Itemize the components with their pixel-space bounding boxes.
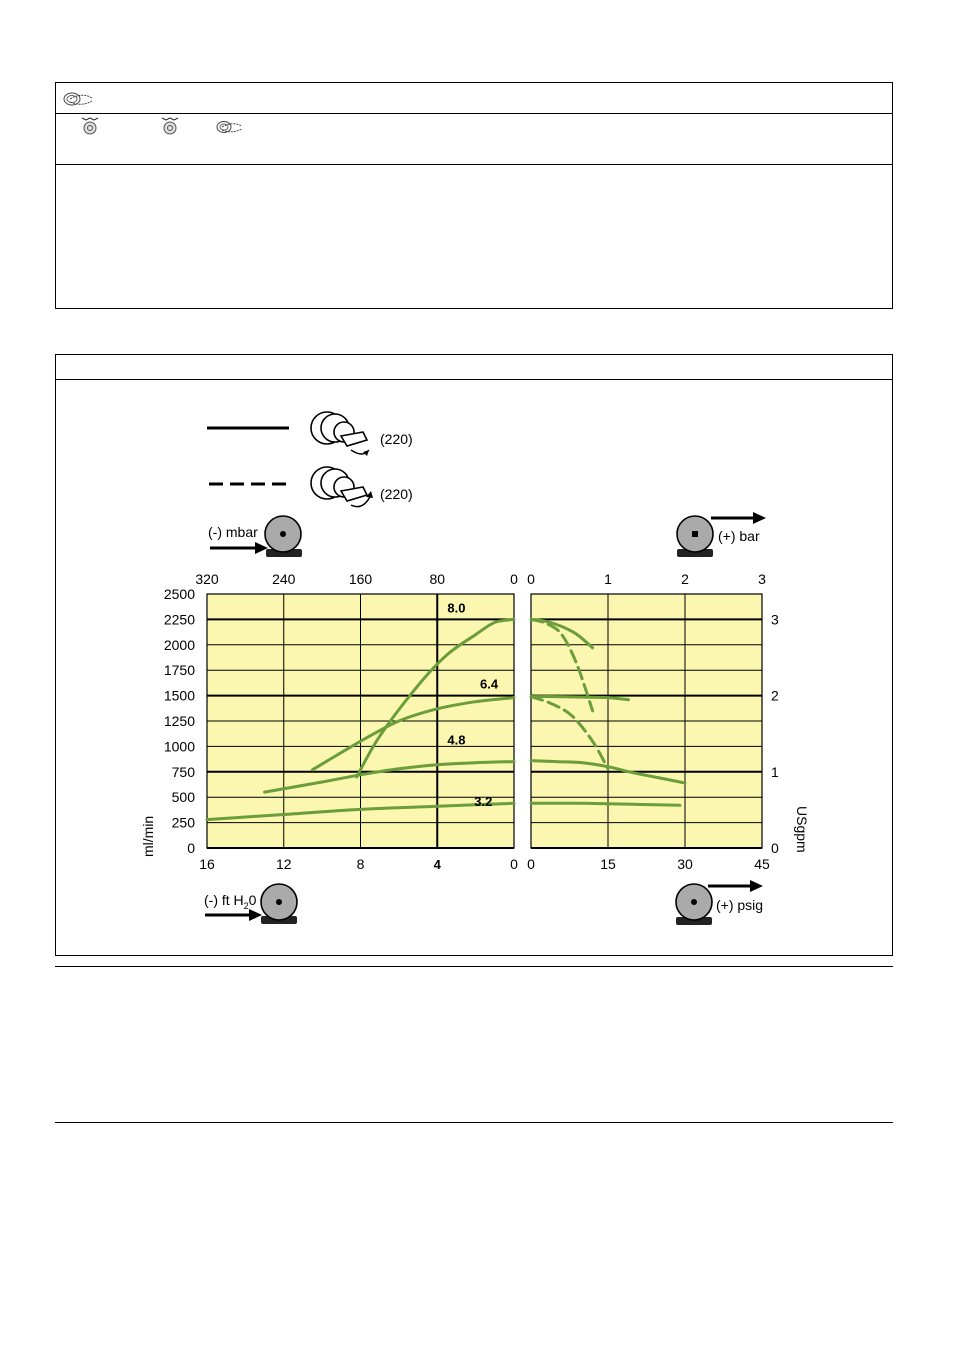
- y-tick-label: 1750: [163, 662, 195, 679]
- x-bottom-tick-label: 0: [510, 856, 518, 872]
- pump-motor-icon: [677, 516, 713, 557]
- y2-tick-label: 1: [771, 763, 779, 780]
- y-tick-label: 750: [171, 763, 195, 780]
- ft-h2o-axis-label: (-) ft $H_20$: [204, 892, 257, 911]
- x-bottom-tick-label: 30: [677, 856, 693, 872]
- x-top-tick-label: 240: [272, 571, 296, 587]
- x-bottom-tick-label: 0: [527, 856, 535, 872]
- x-top-tick-label: 0: [527, 571, 535, 587]
- vacuum-mbar-indicator: [208, 516, 302, 557]
- x-top-tick-label: 1: [604, 571, 612, 587]
- mbar-axis-label: (-) mbar: [208, 524, 258, 540]
- y-tick-label: 1250: [163, 713, 195, 729]
- y-axis-label-left: ml/min: [140, 815, 156, 857]
- y-tick-label: 2250: [163, 611, 195, 628]
- psig-axis-label: (+) psig: [716, 897, 764, 913]
- x-bottom-tick-label: 12: [275, 856, 292, 872]
- y2-tick-label: 3: [771, 611, 779, 628]
- y-tick-label: 250: [171, 814, 195, 831]
- curve-label: 3.2: [474, 793, 493, 809]
- pump-motor-icon: [265, 516, 302, 557]
- x-bottom-tick-label: 16: [199, 856, 215, 872]
- y-tick-label: 2500: [163, 586, 195, 602]
- y-tick-label: 1000: [163, 738, 195, 755]
- x-top-tick-label: 80: [429, 571, 446, 587]
- pump-motor-icon: [261, 884, 297, 924]
- x-bottom-tick-label: 4: [433, 857, 441, 872]
- y2-tick-label: 2: [771, 687, 779, 704]
- legend-solid-label: (220): [380, 431, 413, 447]
- x-bottom-tick-label: 45: [754, 856, 770, 872]
- pump-motor-icon: [676, 884, 712, 925]
- bar-axis-label: (+) bar: [718, 528, 760, 544]
- y-tick-label: 500: [171, 789, 195, 806]
- y-tick-label: 0: [187, 840, 195, 856]
- x-top-tick-label: 2: [681, 571, 689, 587]
- vacuum-ft-indicator: [204, 884, 297, 924]
- y-tick-label: 1500: [163, 687, 195, 704]
- x-top-tick-label: 0: [510, 571, 518, 587]
- x-bottom-tick-label: 15: [600, 856, 616, 872]
- y2-tick-label: 0: [771, 840, 779, 856]
- curve-label: 4.8: [447, 732, 466, 748]
- x-top-tick-label: 160: [348, 571, 373, 587]
- pump-rotor-counterclockwise-icon: [311, 467, 373, 507]
- pump-rotor-clockwise-icon: [311, 412, 369, 456]
- legend: [207, 412, 413, 507]
- y-axis-label-right: USgpm: [794, 806, 810, 853]
- x-bottom-tick-label: 8: [356, 856, 365, 872]
- curve-label: 6.4: [480, 676, 499, 692]
- x-top-tick-label: 3: [758, 571, 766, 587]
- pressure-psig-indicator: [676, 880, 763, 925]
- curve-label: 8.0: [447, 600, 466, 616]
- x-top-tick-label: 320: [195, 571, 219, 587]
- y-tick-label: 2000: [163, 636, 195, 653]
- legend-dashed-label: (220): [380, 486, 413, 502]
- pressure-bar-indicator: [677, 512, 766, 557]
